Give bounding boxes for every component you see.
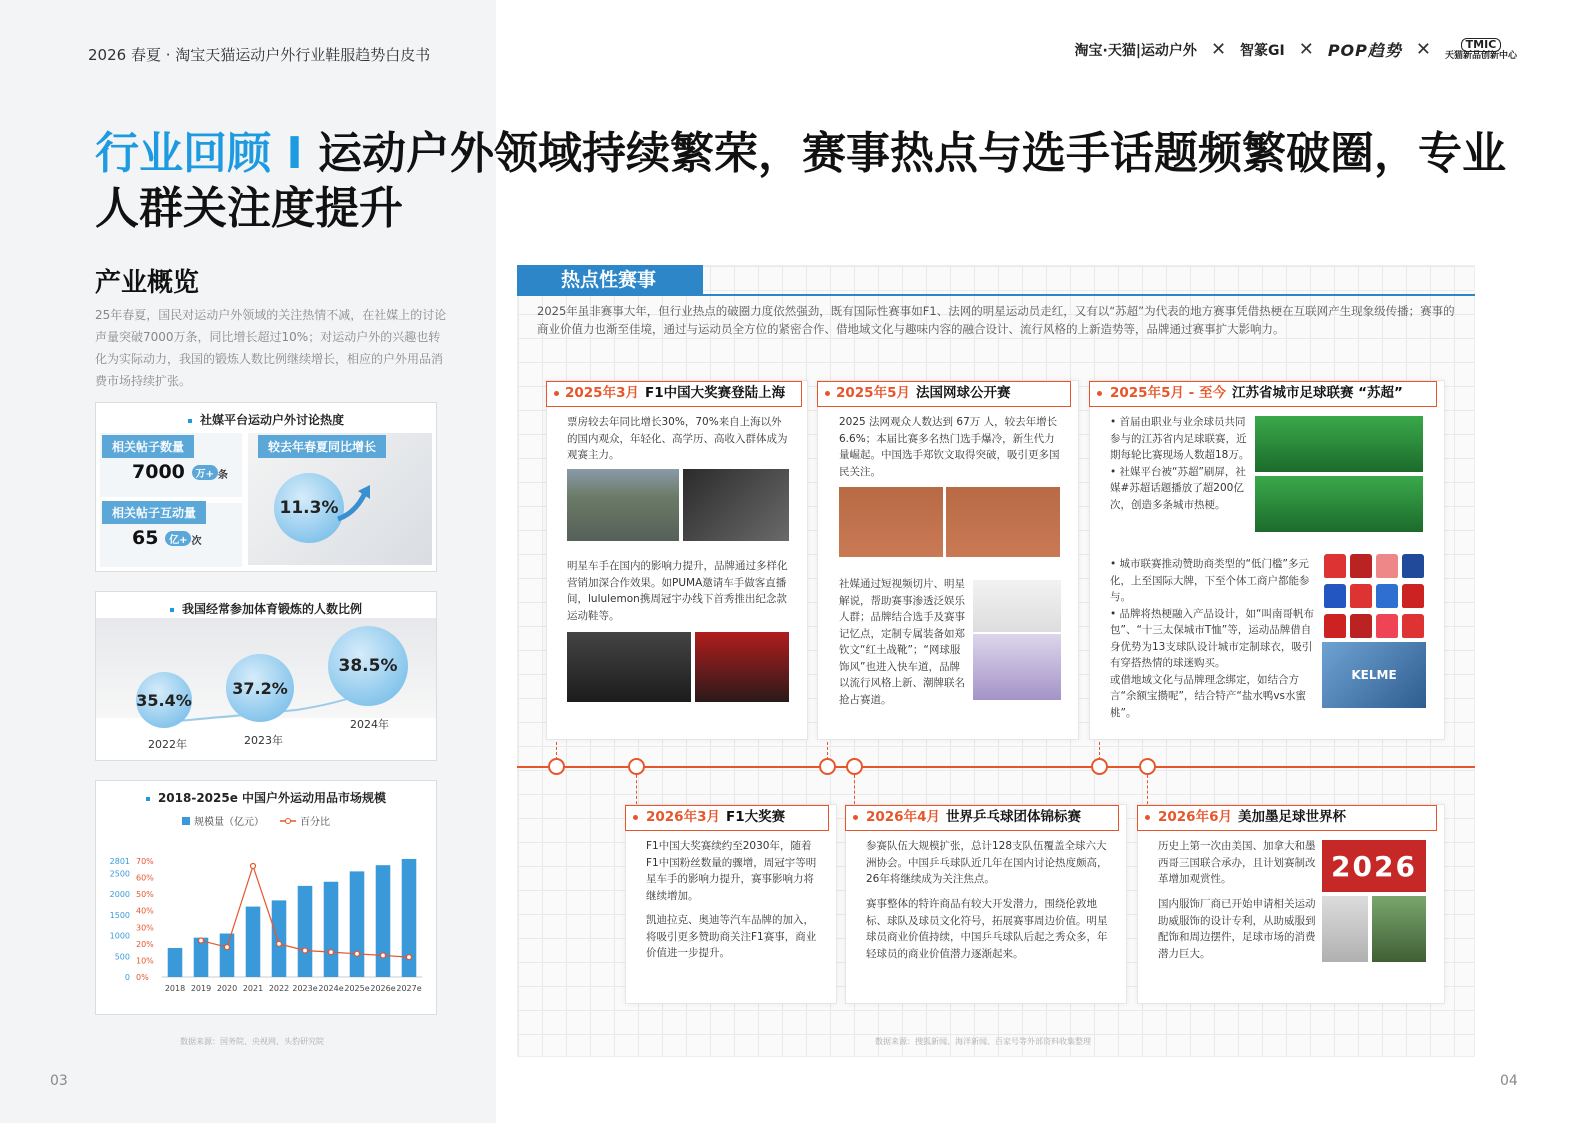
headline-text: 运动户外领域持续繁荣，赛事热点与选手话题频繁破圈，专业人群关注度提升 bbox=[95, 128, 1507, 234]
jersey-icon bbox=[1350, 584, 1372, 608]
timeline-node bbox=[819, 758, 836, 775]
legend-bar-swatch bbox=[182, 817, 190, 825]
cross-icon: ✕ bbox=[1298, 39, 1314, 61]
billboard-photo bbox=[1255, 476, 1423, 532]
posts-unit-pill: 万+ bbox=[192, 465, 218, 480]
exercise-circle-2023: 37.2% bbox=[226, 654, 294, 722]
y-tick-label: 0 bbox=[124, 973, 130, 982]
event-text: F1中国大奖赛续约至2030年，随着F1中国粉丝数量的骤增，周冠宇等明星车手的影响力提升，赛事影响力将继续增加。 bbox=[646, 840, 817, 902]
percent-point bbox=[381, 953, 386, 958]
x-tick-label: 2027e bbox=[396, 984, 422, 993]
tmic-name: 天猫新品创新中心 bbox=[1444, 51, 1517, 62]
football-photo: KELME bbox=[1322, 642, 1426, 708]
exercise-circle-2022: 35.4% bbox=[136, 672, 192, 728]
y2-tick-label: 50% bbox=[136, 890, 154, 900]
legend-line-label: 百分比 bbox=[300, 817, 330, 828]
market-panel-title: 2018-2025e 中国户外运动用品市场规模 bbox=[96, 789, 436, 806]
interact-unit-pill: 亿+ bbox=[165, 531, 191, 546]
y2-tick-label: 20% bbox=[136, 939, 154, 949]
x-tick-label: 2023e bbox=[292, 984, 318, 993]
y2-tick-label: 70% bbox=[136, 857, 154, 866]
event-text: 票房较去年同比增长30%，70%来自上海以外的国内观众，年轻化、高学历、高收入群体成为观赛主力。 bbox=[567, 416, 788, 461]
x-tick-label: 2020 bbox=[216, 984, 238, 993]
event-text: 历史上第一次由美国、加拿大和墨西哥三国联合承办，且计划赛制改革增加观赏性。 bbox=[1158, 840, 1316, 885]
bullet-text: 城市联赛推动赞助商类型的“低门槛”多元化，上至国际大牌，下至个体工商户都能参与。 bbox=[1110, 558, 1310, 603]
y2-tick-label: 10% bbox=[136, 956, 154, 966]
y2-tick-label: 0% bbox=[136, 973, 149, 982]
exercise-year-2022: 2022年 bbox=[148, 738, 187, 751]
y2-tick-label: 30% bbox=[136, 923, 154, 933]
percent-point bbox=[407, 955, 412, 960]
social-panel-title: 社媒平台运动户外讨论热度 bbox=[96, 411, 436, 428]
event-text: 明星车手在国内的影响力提升，品牌通过多样化营销加深合作效果。如PUMA邀请车手做客直播间，lululemon携周冠宇办线下首秀推出纪念款运动鞋等。 bbox=[567, 560, 788, 622]
event-bullets-bottom bbox=[1110, 556, 1315, 721]
event-date: 2026年6月 bbox=[1158, 809, 1232, 825]
x-tick-label: 2022 bbox=[268, 984, 290, 993]
page-headline bbox=[95, 126, 1515, 236]
event-card-header bbox=[1089, 381, 1437, 407]
bar bbox=[272, 900, 287, 977]
y2-tick-label: 40% bbox=[136, 906, 154, 916]
stage-photo bbox=[695, 632, 789, 702]
jersey-icon bbox=[1376, 584, 1398, 608]
hot-events-tab: 热点性赛事 bbox=[517, 265, 703, 295]
fan-outdoor-photo bbox=[1372, 896, 1426, 962]
x-tick-label: 2021 bbox=[242, 984, 264, 993]
jersey-icon bbox=[1402, 614, 1424, 638]
bar bbox=[220, 934, 235, 977]
percent-point bbox=[199, 938, 204, 943]
posts-number: 7000 bbox=[132, 461, 185, 483]
interact-unit: 次 bbox=[191, 536, 202, 547]
exercise-panel bbox=[95, 591, 437, 761]
market-panel bbox=[95, 780, 437, 1015]
shoe-photo bbox=[973, 580, 1061, 632]
event-text: 社媒通过短视频切片、明星解说，帮助赛事渗透泛娱乐人群；品牌结合选手及赛事记忆点，定制专属装备如郑钦文“红土战靴”；“网球服饰风”也进入快车道，品牌以流行风格上新、潮牌联名抢占赛道。 bbox=[839, 578, 965, 706]
bar bbox=[324, 882, 339, 977]
tmic-logo-icon: TMIC bbox=[1461, 38, 1502, 52]
cross-icon: ✕ bbox=[1210, 39, 1227, 61]
bar bbox=[246, 907, 261, 977]
x-tick-label: 2018 bbox=[164, 984, 186, 993]
jersey-icon bbox=[1324, 584, 1346, 608]
event-bullets-top bbox=[1110, 414, 1250, 513]
page-number-left: 03 bbox=[50, 1073, 68, 1089]
document-title: 2026 春夏 · 淘宝天猫运动户外行业鞋服趋势白皮书 bbox=[88, 46, 431, 64]
x-tick-label: 2019 bbox=[190, 984, 212, 993]
jersey-icon bbox=[1350, 614, 1372, 638]
posts-value bbox=[132, 461, 228, 483]
event-date: 2026年4月 bbox=[866, 809, 940, 825]
event-title: 江苏省城市足球联赛 “苏超” bbox=[1231, 385, 1403, 401]
timeline-node bbox=[628, 758, 645, 775]
event-card-header bbox=[546, 381, 802, 407]
arrow-up-icon bbox=[336, 483, 376, 523]
timeline-node bbox=[548, 758, 565, 775]
event-title: F1中国大奖赛登陆上海 bbox=[644, 385, 786, 401]
section-title: 产业概览 bbox=[95, 268, 200, 298]
y-tick-label: 2500 bbox=[109, 869, 130, 879]
event-bullet: • 品牌将热梗融入产品设计，如“叫南哥帆布包”、“十三太保城市T恤”等，运动品牌借自身优势为13支球队设计城市定制球衣，吸引有穿搭热情的球迷购买。 bbox=[1110, 607, 1314, 669]
x-tick-label: 2025e bbox=[344, 984, 370, 993]
jersey-icon bbox=[1350, 554, 1372, 578]
y-tick-label: 1000 bbox=[109, 931, 130, 941]
right-source-note: 数据来源：搜狐新闻、海洋新闻、百家号等外部资料收集整理 bbox=[875, 1037, 1091, 1046]
event-text: 凯迪拉克、奥迪等汽车品牌的加入，将吸引更多赞助商关注F1赛事，商业价值进一步提升。 bbox=[646, 914, 817, 959]
interact-value bbox=[132, 527, 201, 549]
event-bullet bbox=[1110, 672, 1315, 722]
event-bullet: • 城市联赛推动赞助商类型的“低门槛”多元化，上至国际大牌，下至个体工商户都能参与。 bbox=[1110, 558, 1310, 603]
percent-point bbox=[251, 863, 256, 868]
fan-street-photo bbox=[1322, 896, 1368, 962]
yoy-label: 较去年春夏同比增长 bbox=[258, 435, 386, 458]
percent-point bbox=[355, 951, 360, 956]
tennis-player-photo bbox=[946, 487, 1060, 557]
event-card-header bbox=[625, 805, 829, 831]
bullet-text: 首届由职业与业余球员共同参与的江苏省内足球联赛，近期每轮比赛现场人数超18万。 bbox=[1110, 416, 1250, 461]
event-card-f1-2026 bbox=[625, 804, 837, 1004]
interact-number: 65 bbox=[132, 527, 159, 549]
y-tick-label: 2000 bbox=[109, 890, 130, 900]
headline-accent: 行业回顾 I bbox=[95, 128, 319, 179]
percent-point bbox=[225, 945, 230, 950]
event-date: 2025年5月 - 至今 bbox=[1110, 385, 1226, 401]
timeline-node bbox=[846, 758, 863, 775]
jersey-icon bbox=[1402, 554, 1424, 578]
jersey-icon bbox=[1324, 554, 1346, 578]
bullet-text: 品牌将热梗融入产品设计，如“叫南哥帆布包”、“十三太保城市T恤”等，运动品牌借自身优势为13支球队设计城市定制球衣，吸引有穿搭热情的球迷购买。 bbox=[1110, 607, 1314, 669]
jersey-icon bbox=[1376, 554, 1398, 578]
posts-label: 相关帖子数量 bbox=[102, 435, 194, 458]
timeline-node bbox=[1091, 758, 1108, 775]
event-card-header bbox=[817, 381, 1071, 407]
exercise-year-2024: 2024年 bbox=[350, 718, 389, 731]
intro-paragraph: 25年春夏，国民对运动户外领域的关注热情不减，在社媒上的讨论声量突破7000万条，同比增长超过10%；对运动户外的兴趣也转化为实际动力，我国的锻炼人数比例继续增长，相应的户外用品消费市场持续扩张。 bbox=[95, 308, 447, 388]
posts-unit: 条 bbox=[217, 470, 228, 481]
page-number-right: 04 bbox=[1500, 1073, 1518, 1089]
brand-taobao-tmall: 淘宝·天猫|运动户外 bbox=[1074, 42, 1197, 59]
jersey-icon bbox=[1376, 614, 1398, 638]
event-bullet: • 社媒平台被“苏超”刷屏，社媒#苏超话题播放了超200亿次，创造多条城市热梗。 bbox=[1110, 465, 1246, 511]
event-text: 国内服饰厂商已开始申请相关运动助威服饰的设计专利，从助威服到配饰和周边摆件，足球市场的消费潜力巨大。 bbox=[1158, 898, 1316, 960]
market-chart bbox=[96, 811, 436, 1011]
jersey-icon bbox=[1324, 614, 1346, 638]
event-bullet: • 首届由职业与业余球员共同参与的江苏省内足球联赛，近期每轮比赛现场人数超18万。 bbox=[1110, 416, 1250, 461]
brand-event-photo bbox=[567, 632, 691, 702]
driver-photo bbox=[683, 469, 789, 541]
event-date: 2025年5月 bbox=[836, 385, 910, 401]
percent-point bbox=[277, 941, 282, 946]
bar bbox=[376, 865, 391, 977]
brand-tmic bbox=[1445, 38, 1517, 62]
bar bbox=[350, 871, 365, 977]
exercise-circle-2024: 38.5% bbox=[328, 626, 408, 706]
bar bbox=[168, 948, 183, 977]
event-title: 美加墨足球世界杯 bbox=[1237, 809, 1346, 825]
legend-line-marker bbox=[286, 819, 291, 824]
x-tick-label: 2026e bbox=[370, 984, 396, 993]
y-tick-label: 2801 bbox=[109, 857, 130, 866]
event-text: 2025 法网观众人数达到 67万 人，较去年增长6.6%；本届比赛多名热门选手爆冷，新生代力量崛起。中国选手郑钦文取得突破，吸引更多国民关注。 bbox=[839, 416, 1060, 478]
event-card-header bbox=[1137, 805, 1437, 831]
brand-bar bbox=[1075, 38, 1518, 62]
bullet-text: 或借地域文化与品牌理念绑定，如结合方言“余额宝攒呢”，结合特产“盐水鸭vs水蜜桃”。 bbox=[1110, 673, 1307, 719]
event-card-header bbox=[845, 805, 1119, 831]
cross-icon: ✕ bbox=[1415, 39, 1431, 61]
legend-bar-label: 规模量（亿元） bbox=[194, 817, 264, 828]
percent-point bbox=[303, 948, 308, 953]
tennis-style-photo bbox=[973, 634, 1061, 700]
event-title: 法国网球公开赛 bbox=[915, 385, 1011, 401]
event-text: 参赛队伍大规模扩张，总计128支队伍覆盖全球六大洲协会。中国乒乓球队近几年在国内讨论热度颇高，26年将继续成为关注焦点。 bbox=[866, 840, 1108, 885]
y-tick-label: 500 bbox=[114, 952, 130, 962]
brand-zhizhuan: 智篆GI bbox=[1240, 42, 1285, 59]
event-date: 2026年3月 bbox=[646, 809, 720, 825]
billboard-photo bbox=[1255, 416, 1423, 472]
bar bbox=[298, 886, 313, 977]
percent-point bbox=[329, 950, 334, 955]
left-source-note: 数据来源：国务院、央视网、头豹研究院 bbox=[180, 1037, 324, 1046]
event-title: F1大奖赛 bbox=[725, 809, 786, 825]
bullet-text: 社媒平台被“苏超”刷屏，社媒#苏超话题播放了超200亿次，创造多条城市热梗。 bbox=[1110, 465, 1246, 511]
race-track-photo bbox=[567, 469, 679, 541]
social-panel bbox=[95, 402, 437, 572]
timeline-node bbox=[1139, 758, 1156, 775]
interact-label: 相关帖子互动量 bbox=[102, 501, 206, 524]
y2-tick-label: 60% bbox=[136, 873, 154, 883]
exercise-year-2023: 2023年 bbox=[244, 734, 283, 747]
x-tick-label: 2024e bbox=[318, 984, 344, 993]
event-title: 世界乒乓球团体锦标赛 bbox=[945, 809, 1081, 825]
hot-events-description: 2025年虽非赛事大年，但行业热点的破圈力度依然强劲，既有国际性赛事如F1、法网的明星运动员走红，又有以“苏超”为代表的地方赛事凭借热梗在互联网产生现象级传播；赛事的商业价值力也渐至佳境，通过与运动员全方位的紧密合作、借地域文化与趣味内容的融合设计、流行风格的上新造势等，品牌通过赛事扩大影响力。 bbox=[537, 304, 1455, 336]
exercise-panel-title: 我国经常参加体育锻炼的人数比例 bbox=[96, 600, 436, 617]
yoy-circle: 11.3% bbox=[274, 473, 344, 543]
y-tick-label: 1500 bbox=[109, 910, 130, 920]
event-text: 赛事整体的特许商品有较大开发潜力，围绕伦敦地标、球队及球员文化符号，拓展赛事周边价值。明星球员商业价值持续，中国乒乓球队后起之秀众多，年轻球员的商业价值潜力逐渐起来。 bbox=[866, 898, 1108, 960]
jersey-grid bbox=[1322, 552, 1426, 642]
clay-court-photo bbox=[839, 487, 943, 557]
brand-pop: POP趋势 bbox=[1327, 41, 1402, 61]
event-date: 2025年3月 bbox=[565, 385, 639, 401]
timeline-axis bbox=[517, 766, 1475, 768]
jersey-icon bbox=[1402, 584, 1424, 608]
worldcup-2026-image: 2026 bbox=[1322, 840, 1426, 892]
